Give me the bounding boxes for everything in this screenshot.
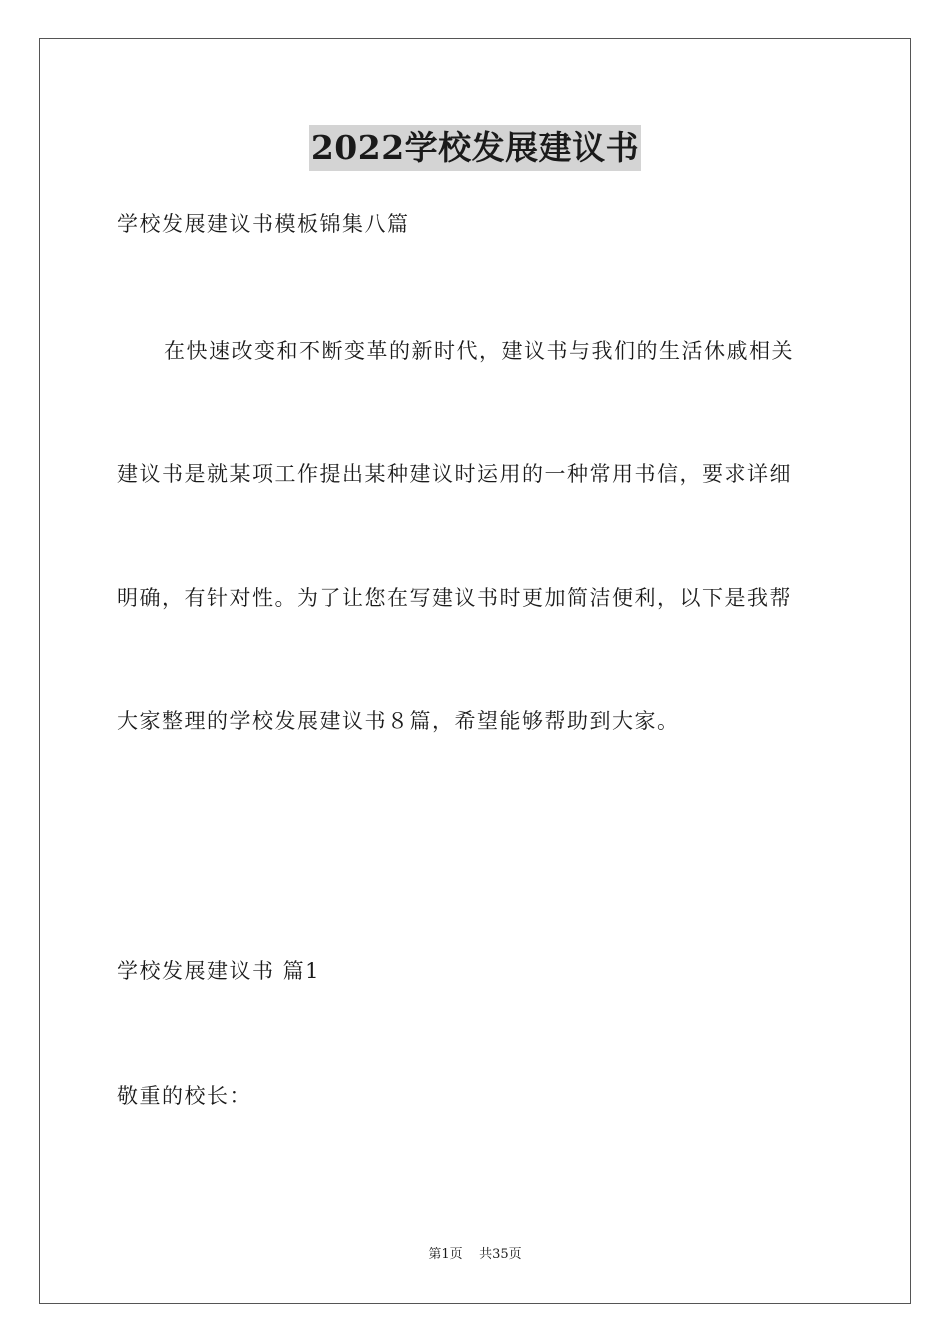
intro-line-2: 建议书是就某项工作提出某种建议时运用的一种常用书信，要求详细 xyxy=(117,462,792,486)
intro-line-1: 在快速改变和不断变革的新时代，建议书与我们的生活休戚相关 xyxy=(164,339,794,363)
document-title: 2022学校发展建议书 xyxy=(309,125,641,171)
page-footer xyxy=(0,1246,950,1264)
total-pages: 共35页 xyxy=(479,1247,522,1262)
section-heading: 学校发展建议书 篇1 xyxy=(117,959,321,983)
document-subtitle: 学校发展建议书模板锦集八篇 xyxy=(117,212,410,236)
page-number: 第1页 xyxy=(428,1247,463,1262)
intro-line-3: 明确，有针对性。为了让您在写建议书时更加简洁便利，以下是我帮 xyxy=(117,586,792,610)
intro-line-4: 大家整理的学校发展建议书８篇，希望能够帮助到大家。 xyxy=(117,709,680,733)
salutation: 敬重的校长： xyxy=(117,1084,252,1108)
document-title-row xyxy=(0,125,950,171)
